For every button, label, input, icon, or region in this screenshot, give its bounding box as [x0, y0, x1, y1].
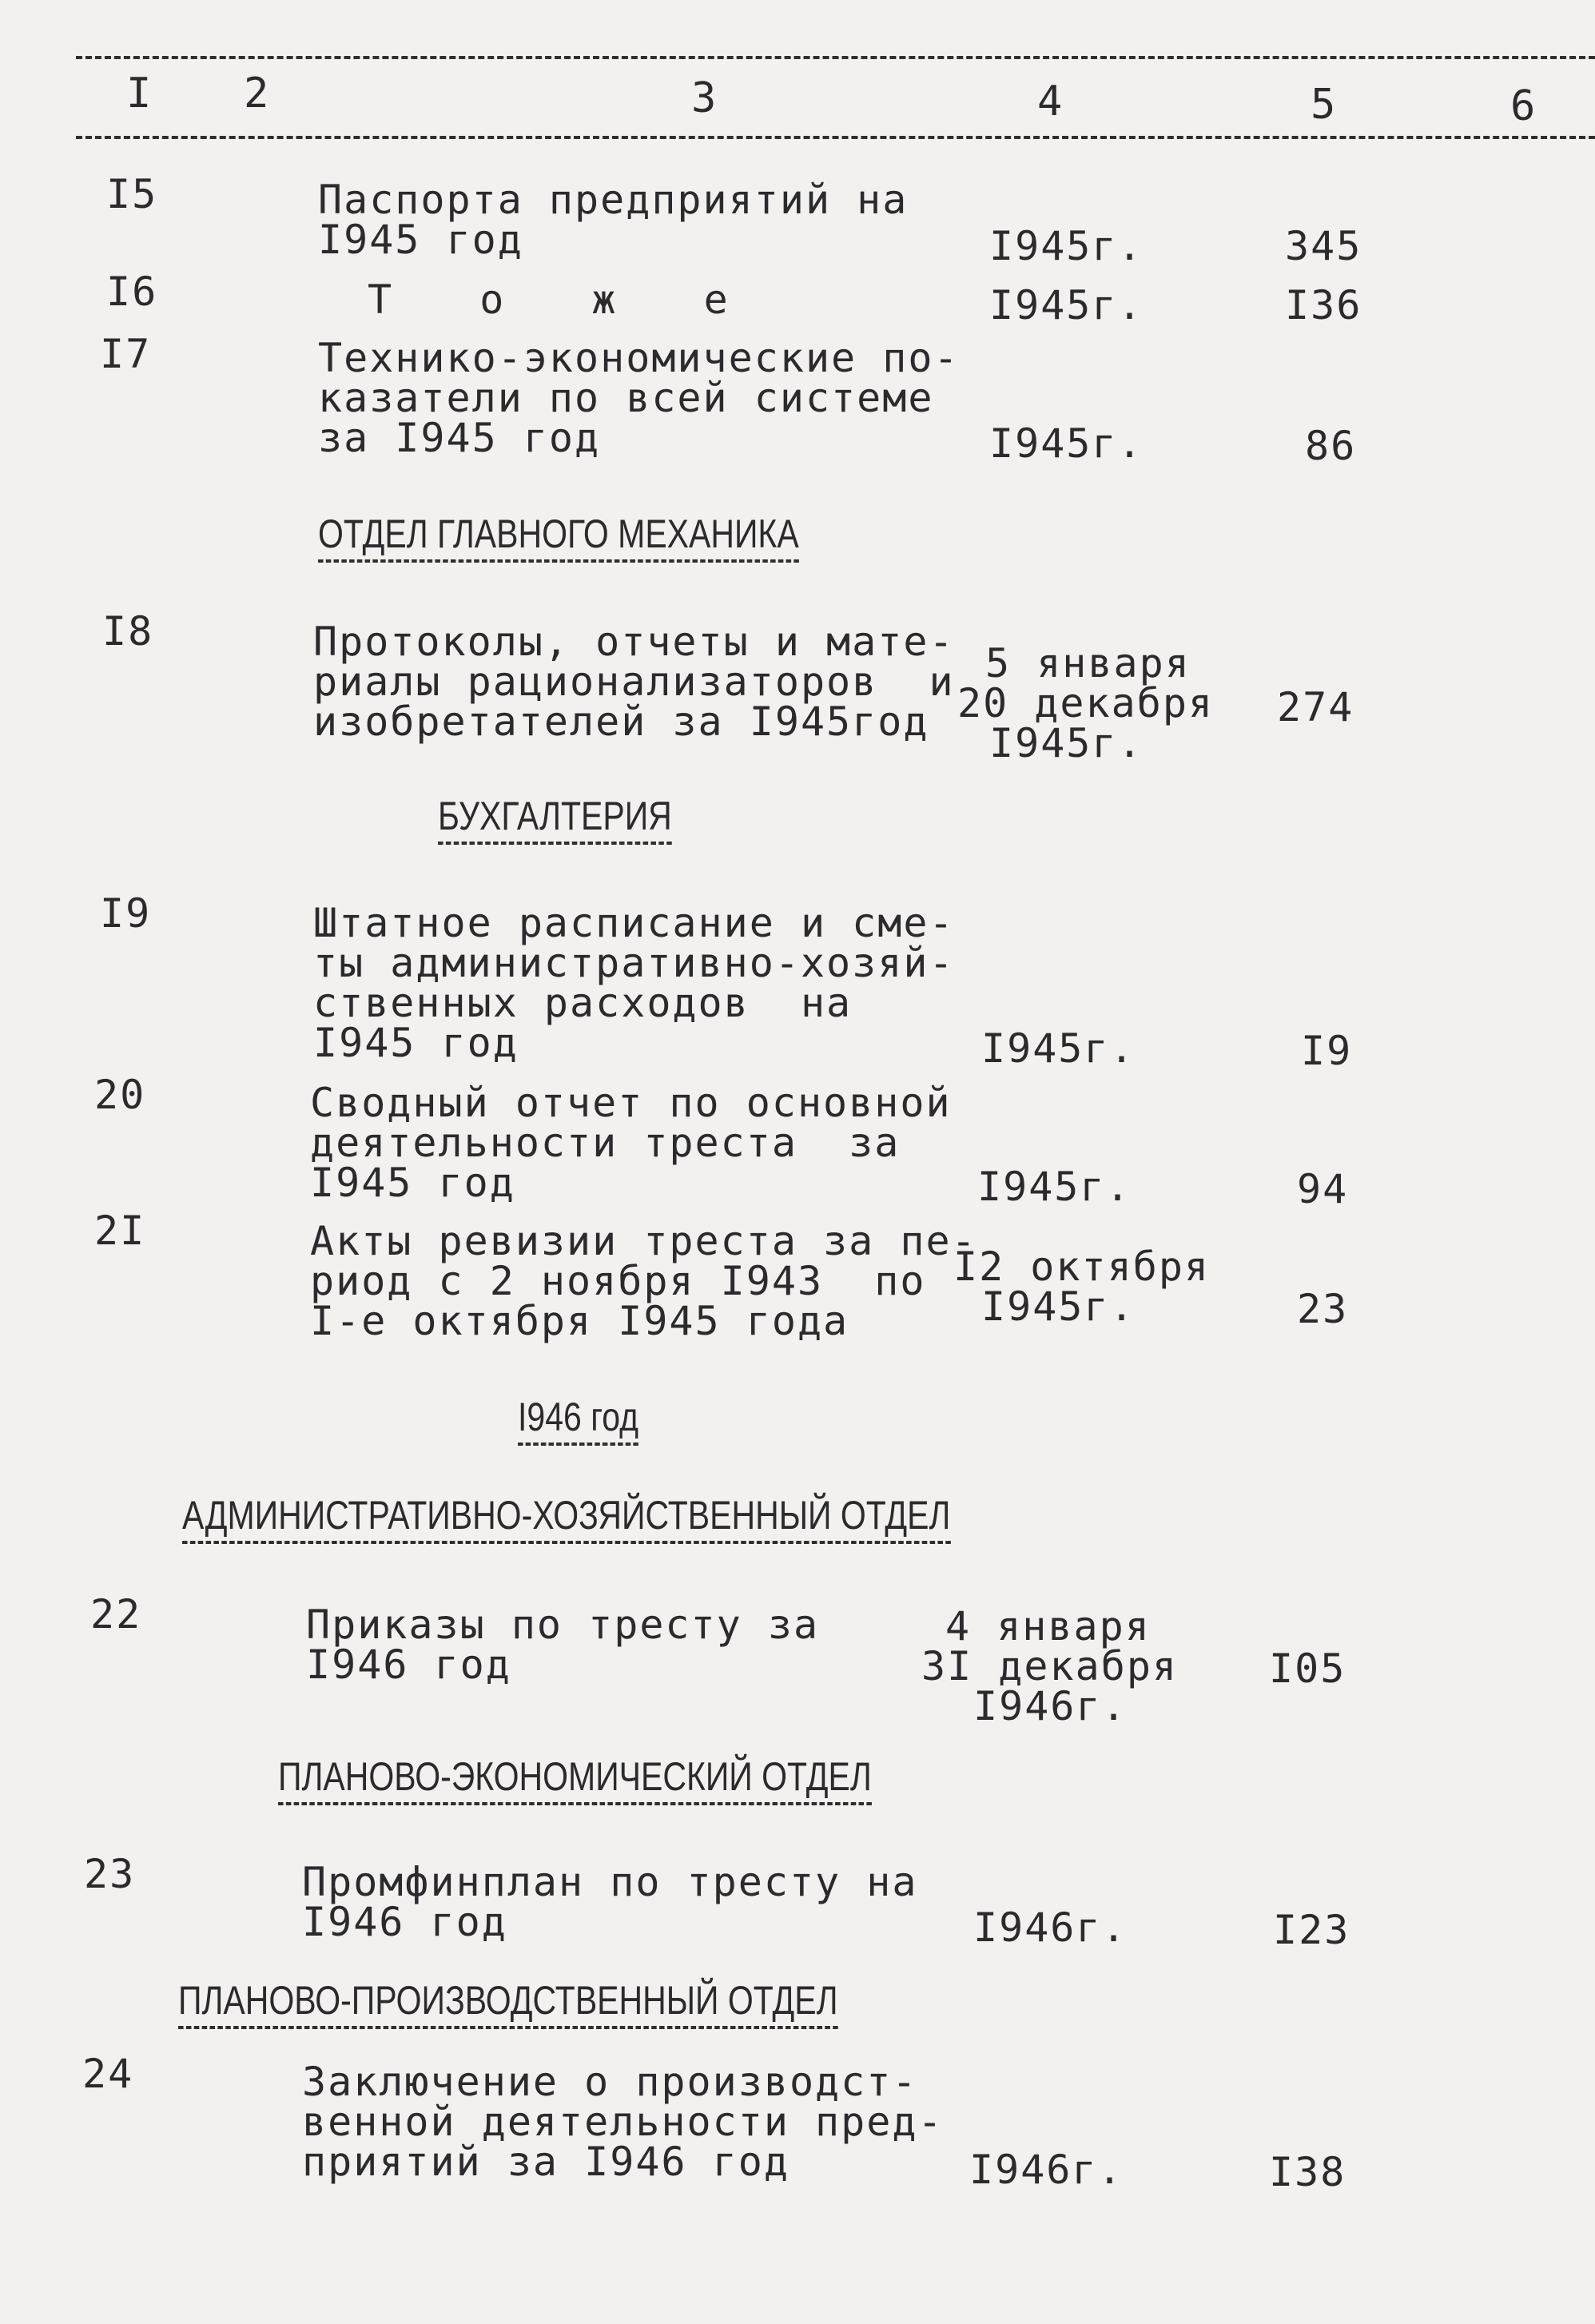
entry-count: 86 [1305, 423, 1357, 469]
entry-date-line: I946г. [973, 1904, 1128, 1951]
entry-count: I05 [1269, 1646, 1346, 1692]
column-header-6: 6 [1510, 82, 1537, 130]
entry-count: 94 [1297, 1166, 1349, 1212]
entry-date-line: I946г. [973, 1683, 1128, 1729]
column-header-2: 2 [244, 70, 271, 117]
column-header-1: I [126, 70, 153, 117]
entry-date-line: 3I декабря [921, 1643, 1179, 1689]
entry-title-line: Сводный отчет по основной [310, 1080, 952, 1126]
entry-title-line: Паспорта предприятий на [318, 177, 909, 223]
entry-title-line: I945 год [310, 1160, 515, 1206]
entry-title-line: риалы рационализаторов и [313, 659, 955, 705]
entry-count: 345 [1285, 223, 1362, 269]
entry-number: 23 [84, 1851, 136, 1897]
section-heading-accounting: БУХГАЛТЕРИЯ [438, 794, 672, 845]
entry-title-line: Промфинплан по тресту на [302, 1859, 918, 1905]
entry-title-line: Приказы по тресту за [306, 1602, 820, 1648]
entry-date-line: 20 декабря [957, 680, 1215, 726]
column-header-3: 3 [691, 74, 718, 122]
section-heading-planning-production: ПЛАНОВО-ПРОИЗВОДСТВЕННЫЙ ОТДЕЛ [178, 1978, 837, 2029]
entry-date-line: I945г. [977, 1164, 1132, 1210]
column-header-5: 5 [1311, 81, 1338, 129]
entry-title-line: I945 год [318, 217, 523, 263]
entry-number: 24 [82, 2051, 134, 2097]
entry-title-line: приятий за I946 год [302, 2139, 790, 2185]
entry-number: I5 [106, 171, 158, 217]
entry-date-line: I945г. [981, 1025, 1136, 1072]
entry-title-line: I946 год [302, 1899, 507, 1945]
section-heading-admin: АДМИНИСТРАТИВНО-ХОЗЯЙСТВЕННЫЙ ОТДЕЛ [182, 1493, 950, 1544]
entry-date-line: I946г. [969, 2147, 1124, 2193]
entry-count: I9 [1301, 1028, 1353, 1074]
entry-title-line: венной деятельности пред- [302, 2099, 944, 2145]
entry-count: 23 [1297, 1286, 1349, 1332]
entry-number: I9 [100, 890, 152, 937]
entry-title-line: изобретателей за I945год [313, 698, 929, 745]
entry-date-line: I945г. [989, 223, 1144, 269]
entry-title-line: казатели по всей системе [318, 375, 934, 421]
column-header-4: 4 [1037, 78, 1064, 125]
section-heading-mechanic: ОТДЕЛ ГЛАВНОГО МЕХАНИКА [318, 511, 799, 563]
entry-title-line: за I945 год [318, 415, 601, 461]
entry-date-line: I945г. [989, 420, 1144, 467]
entry-title-line: Штатное расписание и сме- [313, 900, 955, 946]
entry-title-line: I-е октября I945 года [310, 1298, 849, 1344]
entry-number: 2I [94, 1208, 146, 1254]
entry-number: I8 [102, 608, 154, 655]
entry-number: 22 [90, 1591, 142, 1638]
entry-title-line: Акты ревизии треста за пе- [310, 1218, 977, 1264]
entry-date-line: I945г. [989, 720, 1144, 766]
entry-title-line: Технико-экономические по- [318, 335, 960, 381]
entry-count: I38 [1269, 2149, 1346, 2195]
header-bottom-rule [76, 136, 1595, 139]
entry-date-line: I945г. [989, 282, 1144, 328]
entry-count: 274 [1277, 684, 1354, 730]
entry-count: I23 [1273, 1907, 1350, 1953]
entry-title-line: I945 год [313, 1020, 519, 1066]
entry-date-line: I945г. [981, 1283, 1136, 1330]
entry-number: I6 [106, 269, 158, 315]
entry-number: I7 [100, 331, 152, 377]
entry-date-line: I2 октября [953, 1244, 1211, 1290]
entry-date-line: 4 января [945, 1603, 1151, 1649]
year-heading-1946: I946 год [518, 1395, 638, 1446]
section-heading-planning-economic: ПЛАНОВО-ЭКОНОМИЧЕСКИЙ ОТДЕЛ [278, 1754, 872, 1805]
entry-title-line: ственных расходов на [313, 980, 853, 1026]
entry-title-line: деятельности треста за [310, 1120, 901, 1166]
entry-title-line: Т о ж е [368, 277, 760, 323]
entry-count: I36 [1285, 282, 1362, 328]
entry-title-line: I946 год [306, 1642, 511, 1688]
entry-title-line: Протоколы, отчеты и мате- [313, 619, 955, 665]
header-top-rule [76, 56, 1595, 59]
entry-title-line: ты административно-хозяй- [313, 940, 955, 986]
entry-date-line: 5 января [985, 640, 1191, 686]
entry-title-line: Заключение о производст- [302, 2059, 918, 2105]
entry-title-line: риод с 2 ноября I943 по [310, 1258, 926, 1304]
entry-number: 20 [94, 1072, 146, 1118]
